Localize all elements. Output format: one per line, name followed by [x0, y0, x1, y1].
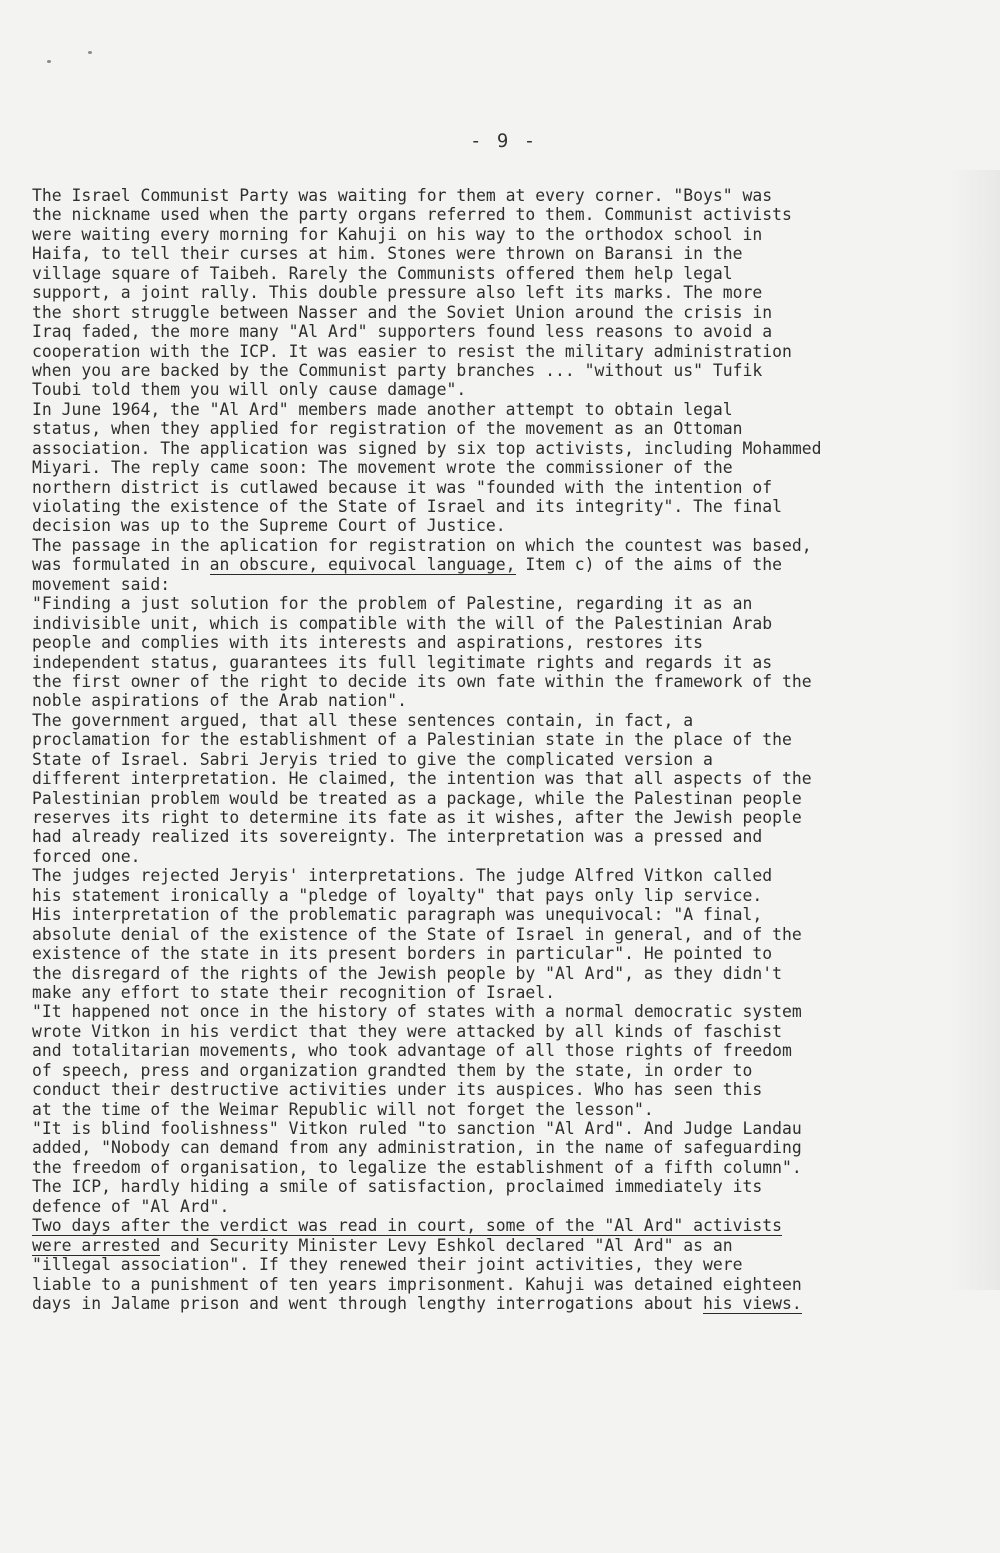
text-line: decision was up to the Supreme Court of Justice.: [32, 516, 506, 536]
text-line: the freedom of organisation, to legalize the establishment of a fifth column".: [32, 1157, 802, 1177]
text-line: defence of "Al Ard".: [32, 1196, 230, 1216]
text-line: different interpretation. He claimed, the intention was that all aspects of the: [32, 769, 812, 789]
text-line: "Finding a just solution for the problem of Palestine, regarding it as an: [32, 594, 753, 614]
text-segment: Item c) of the aims of the: [515, 555, 782, 575]
text-line: had already realized its sovereignty. The interpretation was a pressed and: [32, 827, 763, 847]
text-line: the nickname used when the party organs referred to them. Communist activists: [32, 205, 792, 225]
underlined-text: were arrested: [32, 1235, 161, 1255]
text-line: and totalitarian movements, who took advantage of all those rights of freedom: [32, 1041, 792, 1061]
text-line: "It is blind foolishness" Vitkon ruled "to sanction "Al Ard". And Judge Landau: [32, 1119, 802, 1138]
text-line: "It happened not once in the history of states with a normal democratic system: [32, 1002, 802, 1022]
text-line: reserves its right to determine its fate as it wishes, after the Jewish people: [32, 808, 802, 827]
text-line: His interpretation of the problematic paragraph was unequivocal: "A final,: [32, 905, 763, 925]
text-line: violating the existence of the State of Israel and its integrity". The final: [32, 497, 782, 516]
underlined-text: his views.: [703, 1293, 802, 1313]
text-line: existence of the state in its present borders in particular". He pointed to: [32, 944, 773, 964]
text-line: were waiting every morning for Kahuji on his way to the orthodox school in: [32, 224, 763, 244]
paper-speck: [47, 60, 51, 63]
text-line: The passage in the aplication for registration on which the countest was based,: [32, 535, 812, 555]
text-line: [32, 1236, 972, 1255]
text-line: movement said:: [32, 574, 171, 594]
text-line: Miyari. The reply came soon: The movement wrote the commissioner of the: [32, 458, 733, 478]
text-line: The Israel Communist Party was waiting for them at every corner. "Boys" was: [32, 186, 773, 205]
text-line: The ICP, hardly hiding a smile of satisfaction, proclaimed immediately its: [32, 1177, 763, 1197]
text-segment: was formulated in: [32, 555, 210, 575]
text-line: The judges rejected Jeryis' interpretations. The judge Alfred Vitkon called: [32, 866, 773, 886]
text-line: village square of Taibeh. Rarely the Communists offered them help legal: [32, 263, 733, 283]
text-line: his statement ironically a "pledge of loyalty" that pays only lip service.: [32, 885, 763, 905]
text-line: liable to a punishment of ten years imprisonment. Kahuji was detained eighteen: [32, 1274, 802, 1294]
text-line: the first owner of the right to decide its own fate within the framework of the: [32, 671, 812, 691]
text-line: In June 1964, the "Al Ard" members made another attempt to obtain legal: [32, 399, 733, 419]
text-line: Toubi told them you will only cause damage".: [32, 380, 467, 400]
text-line: forced one.: [32, 846, 141, 866]
text-line: "illegal association". If they renewed their joint activities, they were: [32, 1255, 743, 1275]
text-line: State of Israel. Sabri Jeryis tried to give the complicated version a: [32, 749, 713, 769]
text-line: [32, 1216, 972, 1235]
text-line: [32, 555, 972, 574]
text-line: of speech, press and organization grandted them by the state, in order to: [32, 1060, 753, 1080]
text-line: people and complies with its interests and aspirations, restores its: [32, 633, 704, 653]
text-line: The government argued, that all these sentences contain, in fact, a: [32, 710, 694, 730]
text-line: when you are backed by the Communist party branches ... "without us" Tufik: [32, 360, 763, 380]
text-line: northern district is cutlawed because it was "founded with the intention of: [32, 477, 773, 497]
text-line: absolute denial of the existence of the State of Israel in general, and of the: [32, 924, 802, 944]
text-line: Haifa, to tell their curses at him. Stones were thrown on Baransi in the: [32, 244, 743, 264]
page-number: - 9 -: [470, 130, 538, 152]
underlined-text: Two days after the verdict was read in court, some of the "Al Ard" activists: [32, 1216, 782, 1236]
text-line: support, a joint rally. This double pressure also left its marks. The more: [32, 283, 763, 303]
underlined-text: an obscure, equivocal language,: [209, 555, 516, 575]
text-line: wrote Vitkon in his verdict that they were attacked by all kinds of faschist: [32, 1021, 782, 1041]
text-line: conduct their destructive activities under its auspices. Who has seen this: [32, 1080, 763, 1100]
text-line: [32, 1294, 972, 1313]
text-line: the short struggle between Nasser and the Soviet Union around the crisis in: [32, 302, 773, 322]
text-line: status, when they applied for registration of the movement as an Ottoman: [32, 419, 743, 439]
text-line: Iraq faded, the more many "Al Ard" supporters found less reasons to avoid a: [32, 322, 773, 342]
text-line: Palestinian problem would be treated as a package, while the Palestinan people: [32, 788, 802, 808]
text-line: proclamation for the establishment of a Palestinian state in the place of the: [32, 730, 792, 750]
text-line: added, "Nobody can demand from any administration, in the name of safeguarding: [32, 1138, 802, 1158]
text-line: at the time of the Weimar Republic will not forget the lesson".: [32, 1099, 654, 1119]
typewritten-body-text: [32, 186, 972, 1313]
text-segment: days in Jalame prison and went through lengthy interrogations about: [32, 1293, 704, 1313]
text-line: cooperation with the ICP. It was easier to resist the military administration: [32, 341, 792, 361]
text-line: the disregard of the rights of the Jewish people by "Al Ard", as they didn't: [32, 963, 782, 983]
text-segment: and Security Minister Levy Eshkol declared "Al Ard" as an: [160, 1235, 733, 1255]
text-line: association. The application was signed by six top activists, including Mohammed: [32, 438, 822, 458]
paper-speck: [88, 51, 92, 54]
text-line: noble aspirations of the Arab nation".: [32, 691, 407, 711]
text-line: make any effort to state their recognition of Israel.: [32, 982, 556, 1002]
text-line: indivisible unit, which is compatible with the will of the Palestinian Arab: [32, 613, 773, 633]
text-line: independent status, guarantees its full legitimate rights and regards it as: [32, 652, 773, 672]
